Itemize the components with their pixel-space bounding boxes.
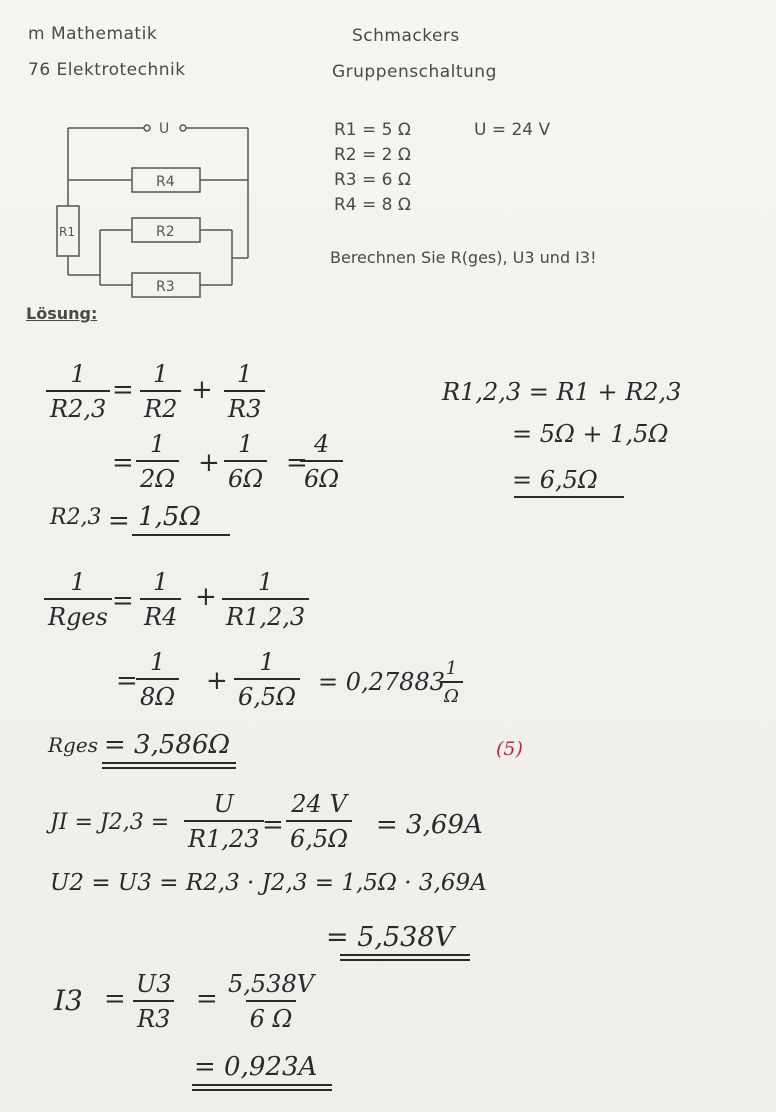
r1-label: R1 bbox=[59, 225, 75, 239]
equals-sign: = bbox=[112, 448, 134, 478]
result-double-underline-2 bbox=[102, 767, 236, 769]
fraction-u3-over-r3 bbox=[132, 970, 176, 1033]
circuit-diagram bbox=[48, 110, 268, 300]
fraction-1-over-rges bbox=[44, 568, 112, 631]
fraction-denominator: 6 Ω bbox=[246, 1000, 297, 1033]
result-underline bbox=[132, 534, 230, 536]
fraction-numerator: 1 bbox=[237, 360, 253, 388]
result-double-underline-1 bbox=[192, 1084, 332, 1086]
equals-sign: = bbox=[286, 448, 308, 478]
r123-line-3: = 6,5Ω bbox=[512, 466, 598, 494]
fraction-1-over-2ohm bbox=[136, 430, 179, 493]
rges-result: = 3,586Ω bbox=[104, 730, 231, 760]
fraction-denominator: R4 bbox=[140, 598, 181, 631]
fraction-numerator: 1 bbox=[149, 648, 166, 676]
fraction-numerator: 1 bbox=[153, 360, 169, 388]
fraction-numerator: 24 V bbox=[291, 790, 347, 818]
fraction-numerator: 1 bbox=[237, 430, 254, 458]
fraction-1-over-8ohm bbox=[136, 648, 179, 711]
fraction-numerator: U bbox=[213, 790, 234, 818]
fraction-denominator: 6Ω bbox=[300, 460, 343, 493]
r4-label: R4 bbox=[156, 174, 175, 190]
current-equation-lhs: JI = J2,3 = bbox=[50, 810, 170, 835]
i3-result: = 0,923A bbox=[194, 1052, 318, 1082]
grading-mark: (5) bbox=[496, 738, 523, 760]
given-r2: R2 = 2 Ω bbox=[334, 145, 411, 165]
r23-result-value: 1,5Ω bbox=[138, 502, 201, 532]
source-label: U bbox=[159, 121, 170, 137]
given-r4: R4 = 8 Ω bbox=[334, 195, 411, 215]
solution-heading: Lösung: bbox=[26, 304, 98, 323]
r3-label: R3 bbox=[156, 279, 175, 295]
rges-label: Rges bbox=[48, 733, 98, 757]
fraction-1-over-6ohm bbox=[224, 430, 267, 493]
fraction-1-over-r3 bbox=[224, 360, 265, 423]
result-underline bbox=[514, 496, 624, 498]
fraction-denominator: 6,5Ω bbox=[234, 678, 300, 711]
plus-sign: + bbox=[191, 375, 213, 405]
fraction-4-over-6ohm bbox=[300, 430, 343, 493]
fraction-numerator: 1 bbox=[149, 430, 166, 458]
task-text: Berechnen Sie R(ges), U3 und I3! bbox=[330, 248, 597, 267]
i3-label: I3 bbox=[54, 984, 83, 1017]
fraction-denominator: 8Ω bbox=[136, 678, 179, 711]
fraction-numerator: 1 bbox=[257, 568, 274, 596]
result-double-underline-1 bbox=[340, 954, 470, 956]
fraction-denominator: 6,5Ω bbox=[286, 820, 352, 853]
equals-sign: = bbox=[116, 666, 138, 696]
r23-result-label: R2,3 bbox=[50, 505, 102, 530]
given-u: U = 24 V bbox=[474, 120, 551, 140]
fraction-denominator: Rges bbox=[44, 598, 112, 631]
plus-sign: + bbox=[198, 448, 220, 478]
fraction-1-over-r4 bbox=[140, 568, 181, 631]
equals-sign: = bbox=[112, 586, 134, 616]
equals-sign: = bbox=[112, 375, 134, 405]
fraction-u-over-r123 bbox=[184, 790, 264, 853]
fraction-denominator: R1,2,3 bbox=[222, 598, 309, 631]
fraction-denominator: R3 bbox=[224, 390, 265, 423]
fraction-denominator: Ω bbox=[440, 681, 463, 707]
fraction-numerator: 4 bbox=[313, 430, 330, 458]
voltage-equation: U2 = U3 = R2,3 · J2,3 = 1,5Ω · 3,69A bbox=[50, 870, 487, 896]
plus-sign: + bbox=[195, 582, 217, 612]
fraction-denominator: R3 bbox=[133, 1000, 174, 1033]
fraction-denominator: R2 bbox=[140, 390, 181, 423]
fraction-denominator: 6Ω bbox=[224, 460, 267, 493]
fraction-numerator: 1 bbox=[70, 360, 86, 388]
result-double-underline-2 bbox=[340, 959, 470, 961]
fraction-1-over-6-5ohm bbox=[234, 648, 300, 711]
fraction-5-538v-over-6ohm bbox=[224, 970, 318, 1033]
plus-sign: + bbox=[206, 666, 228, 696]
equals-sign: = bbox=[108, 506, 130, 536]
fraction-numerator: 1 bbox=[445, 658, 458, 679]
current-result: = 3,69A bbox=[376, 810, 483, 840]
worksheet-number: 76 Elektrotechnik bbox=[28, 60, 186, 80]
fraction-denominator: R2,3 bbox=[46, 390, 110, 423]
fraction-24v-over-6-5ohm bbox=[286, 790, 352, 853]
fraction-1-over-ohm bbox=[440, 658, 463, 707]
rges-sum-value: = 0,27883 bbox=[318, 668, 445, 696]
result-double-underline-1 bbox=[102, 762, 236, 764]
author-name: Schmackers bbox=[352, 26, 460, 46]
fraction-denominator: R1,23 bbox=[184, 820, 264, 853]
given-r1: R1 = 5 Ω bbox=[334, 120, 411, 140]
fraction-numerator: 5,538V bbox=[228, 970, 315, 998]
result-double-underline-2 bbox=[192, 1089, 332, 1091]
equals-sign: = bbox=[196, 984, 218, 1014]
fraction-numerator: 1 bbox=[70, 568, 86, 596]
given-r3: R3 = 6 Ω bbox=[334, 170, 411, 190]
fraction-denominator: 2Ω bbox=[136, 460, 179, 493]
voltage-result: = 5,538V bbox=[326, 922, 454, 953]
equals-sign: = bbox=[104, 984, 126, 1014]
fraction-1-over-r123 bbox=[222, 568, 309, 631]
fraction-numerator: 1 bbox=[153, 568, 169, 596]
fraction-numerator: U3 bbox=[136, 970, 172, 998]
r123-line-2: = 5Ω + 1,5Ω bbox=[512, 420, 669, 448]
r123-line-1: R1,2,3 = R1 + R2,3 bbox=[442, 378, 682, 406]
topic-title: Gruppenschaltung bbox=[332, 62, 497, 82]
subject-label: m Mathematik bbox=[28, 24, 158, 44]
fraction-1-over-r23 bbox=[46, 360, 110, 423]
fraction-1-over-r2 bbox=[140, 360, 181, 423]
r2-label: R2 bbox=[156, 224, 175, 240]
fraction-numerator: 1 bbox=[259, 648, 275, 676]
equals-sign: = bbox=[262, 810, 284, 840]
